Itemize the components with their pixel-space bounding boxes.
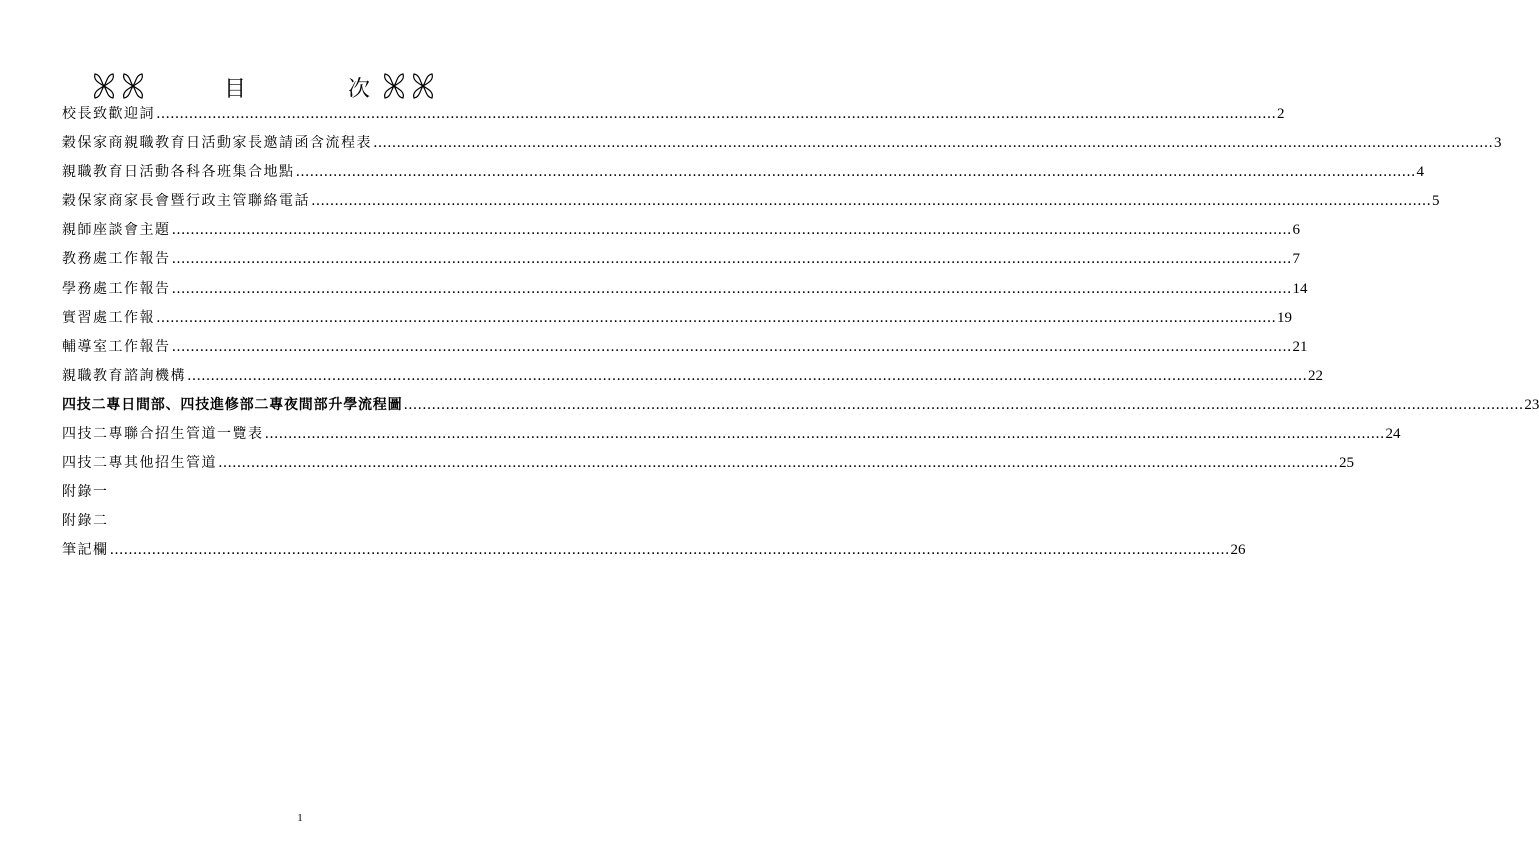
toc-entry[interactable] (62, 187, 1440, 216)
toc-leader-dots: …………………………………………………………………………………………………………………………………………………………………………………………………………………… (373, 135, 1493, 152)
toc-entry-title: 教務處工作報告 (62, 251, 171, 268)
toc-entry[interactable] (62, 158, 1424, 187)
toc-leader-dots: …………………………………………………………………………………………………………………………………………………………………………………………………………………… (295, 164, 1416, 181)
toc-leader-dots: …………………………………………………………………………………………………………………………………………………………………………………………………………………… (109, 542, 1230, 559)
toc-entry-page: 4 (1416, 164, 1424, 181)
toc-entry-page: 22 (1308, 367, 1323, 384)
toc-entry[interactable] (62, 420, 1401, 449)
toc-entry-title: 校長致歡迎詞 (62, 106, 155, 122)
toc-entry-title: 親職教育諮詢機構 (62, 367, 186, 384)
toc-entry-title: 附錄二 (62, 513, 109, 530)
toc-entry-page: 5 (1432, 193, 1440, 210)
toc-entry[interactable] (62, 333, 1308, 362)
ornament-left (90, 71, 148, 101)
toc-leader-dots: …………………………………………………………………………………………………………………………………………………………………………………………………………………… (171, 222, 1292, 239)
toc-entry[interactable] (62, 100, 1285, 129)
toc-entry-page: 2 (1277, 106, 1285, 122)
title-row (0, 68, 600, 104)
page-number: 1 (297, 812, 303, 824)
toc-entry-page: 19 (1277, 309, 1292, 326)
toc-leader-dots: …………………………………………………………………………………………………………………………………………………………………………………………………………………… (171, 338, 1292, 355)
toc-entry-page: 21 (1292, 338, 1308, 355)
ornament-right (380, 71, 438, 101)
toc-leader-dots: …………………………………………………………………………………………………………………………………………………………………………………………………………………… (171, 251, 1292, 268)
toc-entry[interactable] (62, 362, 1323, 391)
toc-entry-title: 穀保家商家長會暨行政主管聯絡電話 (62, 193, 310, 210)
toc-leader-dots: …………………………………………………………………………………………………………………………………………………………………………………………………………………… (264, 426, 1385, 443)
toc-entry-page: 3 (1494, 135, 1502, 152)
toc-entry[interactable] (62, 507, 517, 536)
toc-entry-page: 23 (1524, 396, 1539, 413)
toc-entry[interactable] (62, 245, 1300, 274)
toc-leader-dots: …………………………………………………………………………………………………………………………………………………………………………………………………………………… (311, 193, 1431, 210)
toc-entry[interactable] (62, 391, 1539, 420)
toc-entry-page: 26 (1230, 542, 1246, 559)
toc-entry-title: 四技二專日間部、四技進修部二專夜間部升學流程圖 (62, 396, 403, 413)
toc-leader-dots: …………………………………………………………………………………………………………………………………………………………………………………………………………………… (403, 396, 1524, 413)
toc-entry[interactable] (62, 449, 1354, 478)
toc-entry-title: 穀保家商親職教育日活動家長邀請函含流程表 (62, 135, 372, 152)
toc-entry-page: 6 (1292, 222, 1300, 239)
toc-entry-title: 親師座談會主題 (62, 222, 171, 239)
toc-entry-title: 四技二專聯合招生管道一覽表 (62, 426, 264, 443)
four-petal-flower-icon (380, 71, 438, 101)
toc-entry[interactable] (62, 304, 1292, 333)
toc-entry[interactable] (62, 275, 1308, 304)
page-title: 目 次 (224, 77, 411, 102)
toc-entry-title: 學務處工作報告 (62, 280, 171, 297)
toc-entry-page: 14 (1292, 280, 1308, 297)
toc-leader-dots: …………………………………………………………………………………………………………………………………………………………………………………………………………………… (218, 455, 1338, 472)
toc-entry-title: 附錄一 (62, 484, 109, 501)
table-of-contents (62, 100, 1539, 566)
toc-entry[interactable] (62, 536, 1246, 565)
toc-leader-dots: …………………………………………………………………………………………………………………………………………………………………………………………………………………… (171, 280, 1292, 297)
four-petal-flower-icon (90, 71, 148, 101)
toc-entry-page: 25 (1339, 455, 1354, 472)
toc-leader-dots: …………………………………………………………………………………………………………………………………………………………………………………………………………………… (156, 309, 1276, 326)
toc-entry-title: 實習處工作報 (62, 309, 155, 326)
toc-entry[interactable] (62, 478, 517, 507)
toc-entry[interactable] (62, 216, 1300, 245)
toc-entry-title: 四技二專其他招生管道 (62, 455, 217, 472)
toc-entry-page: 7 (1292, 251, 1300, 268)
toc-leader-dots: …………………………………………………………………………………………………………………………………………………………………………………………………………………… (156, 106, 1276, 122)
toc-entry-page: 24 (1385, 426, 1401, 443)
toc-entry-title: 筆記欄 (62, 542, 109, 559)
toc-entry-title: 親職教育日活動各科各班集合地點 (62, 164, 295, 181)
toc-entry[interactable] (62, 129, 1502, 158)
toc-leader-dots: …………………………………………………………………………………………………………………………………………………………………………………………………………………… (187, 367, 1307, 384)
toc-entry-title: 輔導室工作報告 (62, 338, 171, 355)
